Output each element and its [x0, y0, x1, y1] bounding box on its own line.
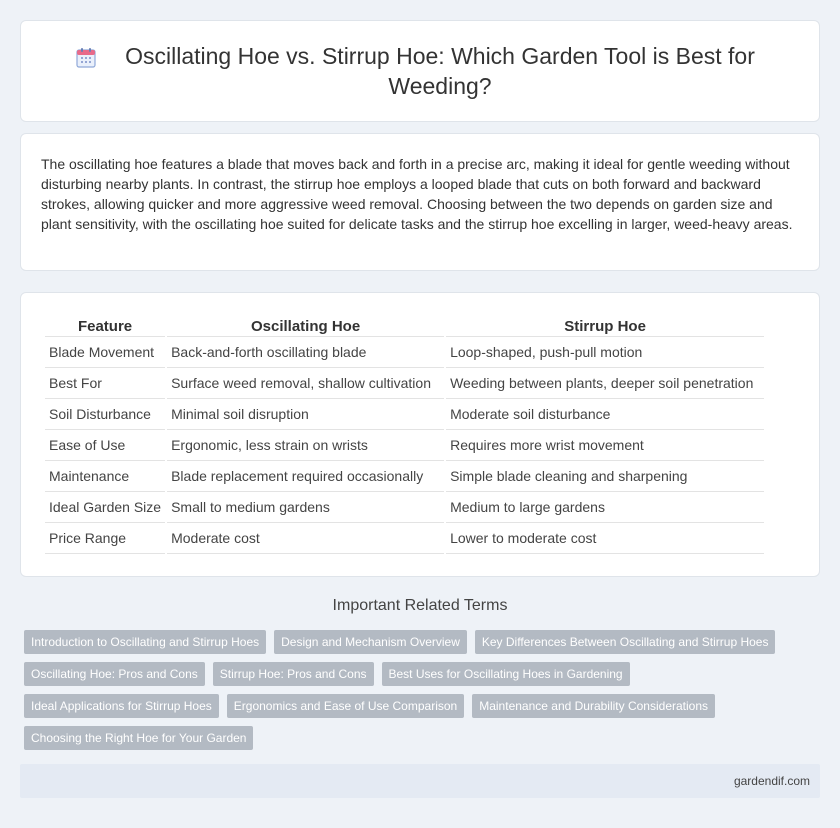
header-oscillating-hoe: Oscillating Hoe	[167, 313, 444, 337]
stirrup-cell: Medium to large gardens	[446, 492, 764, 523]
feature-cell: Best For	[45, 368, 165, 399]
table-header-row	[45, 313, 764, 337]
related-terms-list	[24, 630, 804, 758]
related-term-tag[interactable]: Maintenance and Durability Considerations	[472, 694, 715, 718]
comparison-card	[20, 292, 820, 577]
related-terms-heading: Important Related Terms	[332, 597, 508, 614]
comparison-table	[43, 313, 766, 554]
title-card	[20, 20, 820, 122]
stirrup-cell: Loop-shaped, push-pull motion	[446, 337, 764, 368]
table-row	[45, 430, 764, 461]
tag-row	[24, 726, 804, 750]
footer-site[interactable]: gardendif.com	[733, 774, 810, 788]
feature-cell: Ideal Garden Size	[45, 492, 165, 523]
footer	[20, 764, 820, 798]
header-stirrup-hoe: Stirrup Hoe	[446, 313, 764, 337]
table-row	[45, 399, 764, 430]
table-row	[45, 461, 764, 492]
oscillating-cell: Surface weed removal, shallow cultivation	[167, 368, 444, 399]
stirrup-cell: Lower to moderate cost	[446, 523, 764, 554]
table-row	[45, 337, 764, 368]
related-term-tag[interactable]: Ergonomics and Ease of Use Comparison	[227, 694, 464, 718]
feature-cell: Maintenance	[45, 461, 165, 492]
related-term-tag[interactable]: Key Differences Between Oscillating and Stirrup Hoes	[475, 630, 776, 654]
intro-card	[20, 133, 820, 271]
related-term-tag[interactable]: Best Uses for Oscillating Hoes in Gardening	[382, 662, 630, 686]
tag-row	[24, 694, 804, 718]
feature-cell: Soil Disturbance	[45, 399, 165, 430]
feature-cell: Ease of Use	[45, 430, 165, 461]
related-term-tag[interactable]: Choosing the Right Hoe for Your Garden	[24, 726, 253, 750]
table-row	[45, 492, 764, 523]
stirrup-cell: Requires more wrist movement	[446, 430, 764, 461]
oscillating-cell: Back-and-forth oscillating blade	[167, 337, 444, 368]
feature-cell: Price Range	[45, 523, 165, 554]
intro-paragraph: The oscillating hoe features a blade that moves back and forth in a precise arc, making it ideal for gentle weeding without disturbing nearby plants. In contrast, the stirrup hoe employs a looped blade that cuts on both forward and backward strokes, allowing quicker and more aggressive weed removal. Choosing between the two depends on garden size and plant sensitivity, with the oscillating hoe suited for delicate tasks and the stirrup hoe excelling in larger, weed-heavy areas.	[41, 156, 793, 232]
header-feature: Feature	[45, 313, 165, 337]
stirrup-cell: Weeding between plants, deeper soil penetration	[446, 368, 764, 399]
stirrup-cell: Moderate soil disturbance	[446, 399, 764, 430]
tag-row	[24, 662, 804, 686]
oscillating-cell: Small to medium gardens	[167, 492, 444, 523]
related-term-tag[interactable]: Stirrup Hoe: Pros and Cons	[213, 662, 374, 686]
related-term-tag[interactable]: Design and Mechanism Overview	[274, 630, 467, 654]
related-term-tag[interactable]: Oscillating Hoe: Pros and Cons	[24, 662, 205, 686]
stirrup-cell: Simple blade cleaning and sharpening	[446, 461, 764, 492]
tag-row	[24, 630, 804, 654]
oscillating-cell: Moderate cost	[167, 523, 444, 554]
oscillating-cell: Blade replacement required occasionally	[167, 461, 444, 492]
table-row	[45, 523, 764, 554]
oscillating-cell: Ergonomic, less strain on wrists	[167, 430, 444, 461]
page-title: Oscillating Hoe vs. Stirrup Hoe: Which Garden Tool is Best for Weeding?	[125, 43, 755, 99]
related-term-tag[interactable]: Introduction to Oscillating and Stirrup Hoes	[24, 630, 266, 654]
table-row	[45, 368, 764, 399]
oscillating-cell: Minimal soil disruption	[167, 399, 444, 430]
feature-cell: Blade Movement	[45, 337, 165, 368]
related-term-tag[interactable]: Ideal Applications for Stirrup Hoes	[24, 694, 219, 718]
